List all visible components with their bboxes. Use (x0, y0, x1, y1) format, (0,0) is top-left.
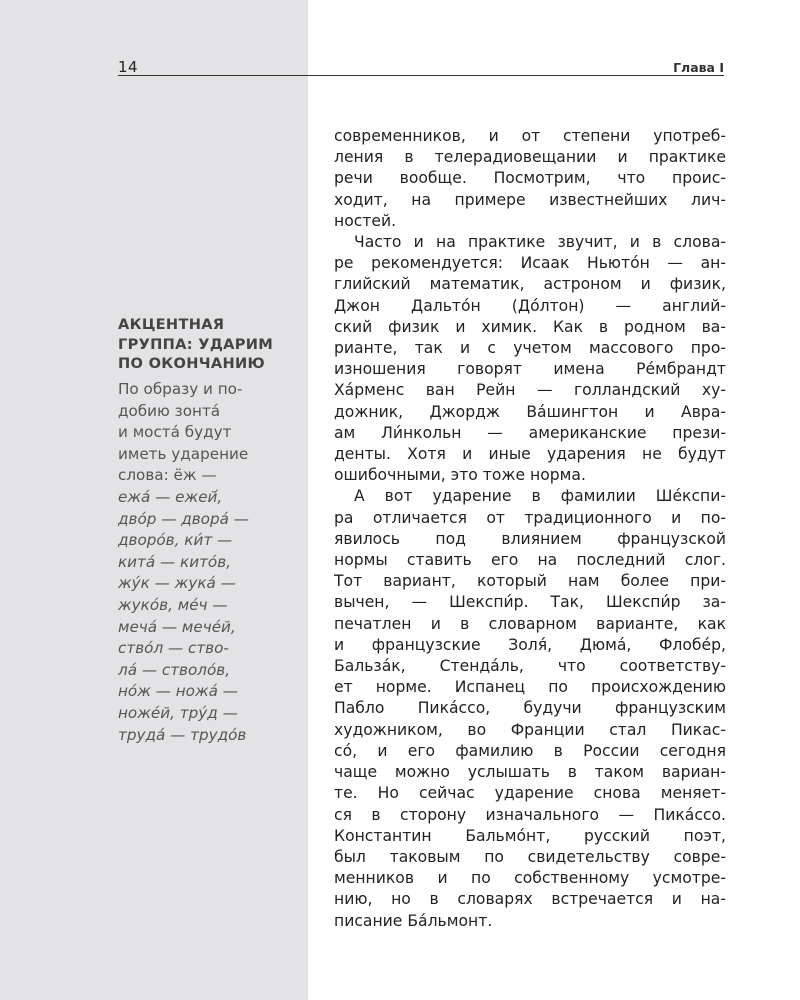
text-line: Константин Бальмо́нт, русский поэт, (334, 826, 726, 845)
paragraph (334, 232, 726, 486)
sidebar-line: и моста́ будут (118, 423, 232, 442)
text-line: дожник, Джордж Ва́шингтон и Авра- (334, 402, 726, 421)
text-line: ления в телерадиовещании и практике (334, 148, 726, 167)
text-line: и французские Золя́, Дюма́, Флобе́р, (334, 635, 726, 654)
paragraph (334, 126, 726, 232)
sidebar-line: дворо́в, ки́т — (118, 531, 233, 550)
text-line: ет норме. Испанец по происхождению (334, 678, 726, 697)
text-line: те. Но сейчас ударение снова меняет- (334, 784, 726, 803)
main-text (334, 126, 726, 932)
header-rule (118, 75, 724, 76)
sidebar-line: ство́л — ство- (118, 639, 229, 658)
text-line: А вот ударение в фамилии Ше́кспи- (354, 487, 726, 506)
page-number: 14 (118, 58, 139, 76)
text-line: рианте, так и с учетом массового про- (334, 339, 726, 358)
text-line: Пабло Пика́ссо, будучи французским (334, 699, 726, 718)
sidebar-line: иметь ударение (118, 444, 249, 463)
text-line: изношения говорят имена Ре́мбрандт (334, 360, 726, 379)
sidebar-heading (118, 315, 290, 374)
text-line: Часто и на практике звучит, и в слова- (354, 233, 726, 252)
text-line: денты. Хотя и иные ударения не будут (334, 445, 726, 464)
paragraph (334, 486, 726, 931)
sidebar-heading-line: ГРУППА: УДАРИМ (118, 335, 274, 353)
text-line: ский физик и химик. Как в родном ва- (334, 317, 726, 336)
text-line: речи вообще. Посмотрим, что проис- (334, 169, 726, 188)
text-line: Тот вариант, который нам более при- (334, 572, 726, 591)
text-line: ходит, на примере известнейших лич- (334, 190, 726, 209)
text-line: художником, во Франции стал Пикас- (334, 720, 726, 739)
sidebar-line: ежа́ — ежей́, (118, 487, 223, 506)
text-line: современников, и от степени употреб- (334, 127, 726, 145)
text-line: Джон Дальто́н (До́лтон) — англий- (334, 296, 726, 315)
text-line: ам Ли́нкольн — американские прези- (334, 423, 726, 442)
sidebar-line: дво́р — двора́ — (118, 509, 249, 528)
text-line: печатлен и в словарном варианте, как (334, 614, 726, 633)
text-line: ра отличается от традиционного и по- (334, 508, 726, 527)
sidebar-line: жуко́в, ме́ч — (118, 595, 228, 614)
sidebar-line: но́ж — ножа́ — (118, 682, 238, 701)
text-line: Ха́рменс ван Рейн — голландский ху- (334, 381, 726, 400)
sidebar-text (118, 379, 290, 746)
text-line: вычен, — Шекспи́р. Так, Шекспи́р за- (334, 593, 726, 612)
sidebar-line: По образу и по- (118, 380, 243, 398)
sidebar-heading-line: АКЦЕНТНАЯ (118, 316, 225, 333)
text-line: менников и по собственному усмотре- (334, 869, 726, 888)
text-line: Бальза́к, Стенда́ль, что соответству- (334, 657, 726, 676)
sidebar-line: жу́к — жука́ — (118, 574, 236, 593)
sidebar-line: слова: ёж — (118, 466, 217, 485)
text-line: явилось под влиянием французской (334, 529, 726, 548)
sidebar-line: кита́ — кито́в, (118, 552, 232, 571)
sidebar-line: меча́ — мече́й, (118, 617, 236, 636)
text-line: нию, но в словарях встречается и на- (334, 890, 726, 909)
text-line: ностей. (334, 211, 397, 230)
text-line: нормы ставить его на последний слог. (334, 551, 726, 570)
text-line: глийский математик, астроном и физик, (334, 275, 726, 294)
sidebar-line: ноже́й, тру́д — (118, 703, 238, 722)
text-line: писание Ба́льмонт. (334, 911, 493, 930)
sidebar-line: ла́ — стволо́в, (118, 660, 231, 679)
chapter-label: Глава I (673, 60, 724, 75)
text-line: был таковым по свидетельству совре- (334, 847, 726, 866)
text-line: ся в сторону изначального — Пика́ссо. (334, 805, 726, 824)
sidebar-line: труда́ — трудо́в (118, 725, 247, 744)
sidebar-line: добию зонта́ (118, 401, 221, 420)
text-line: со́, и его фамилию в России сегодня (334, 741, 726, 760)
text-line: чаще можно услышать в таком вариан- (334, 763, 726, 782)
sidebar-heading-line: ПО ОКОНЧАНИЮ (118, 355, 265, 372)
text-line: ошибочными, это тоже норма. (334, 466, 586, 485)
text-line: ре рекомендуется: Исаак Ньюто́н — ан- (334, 254, 726, 273)
